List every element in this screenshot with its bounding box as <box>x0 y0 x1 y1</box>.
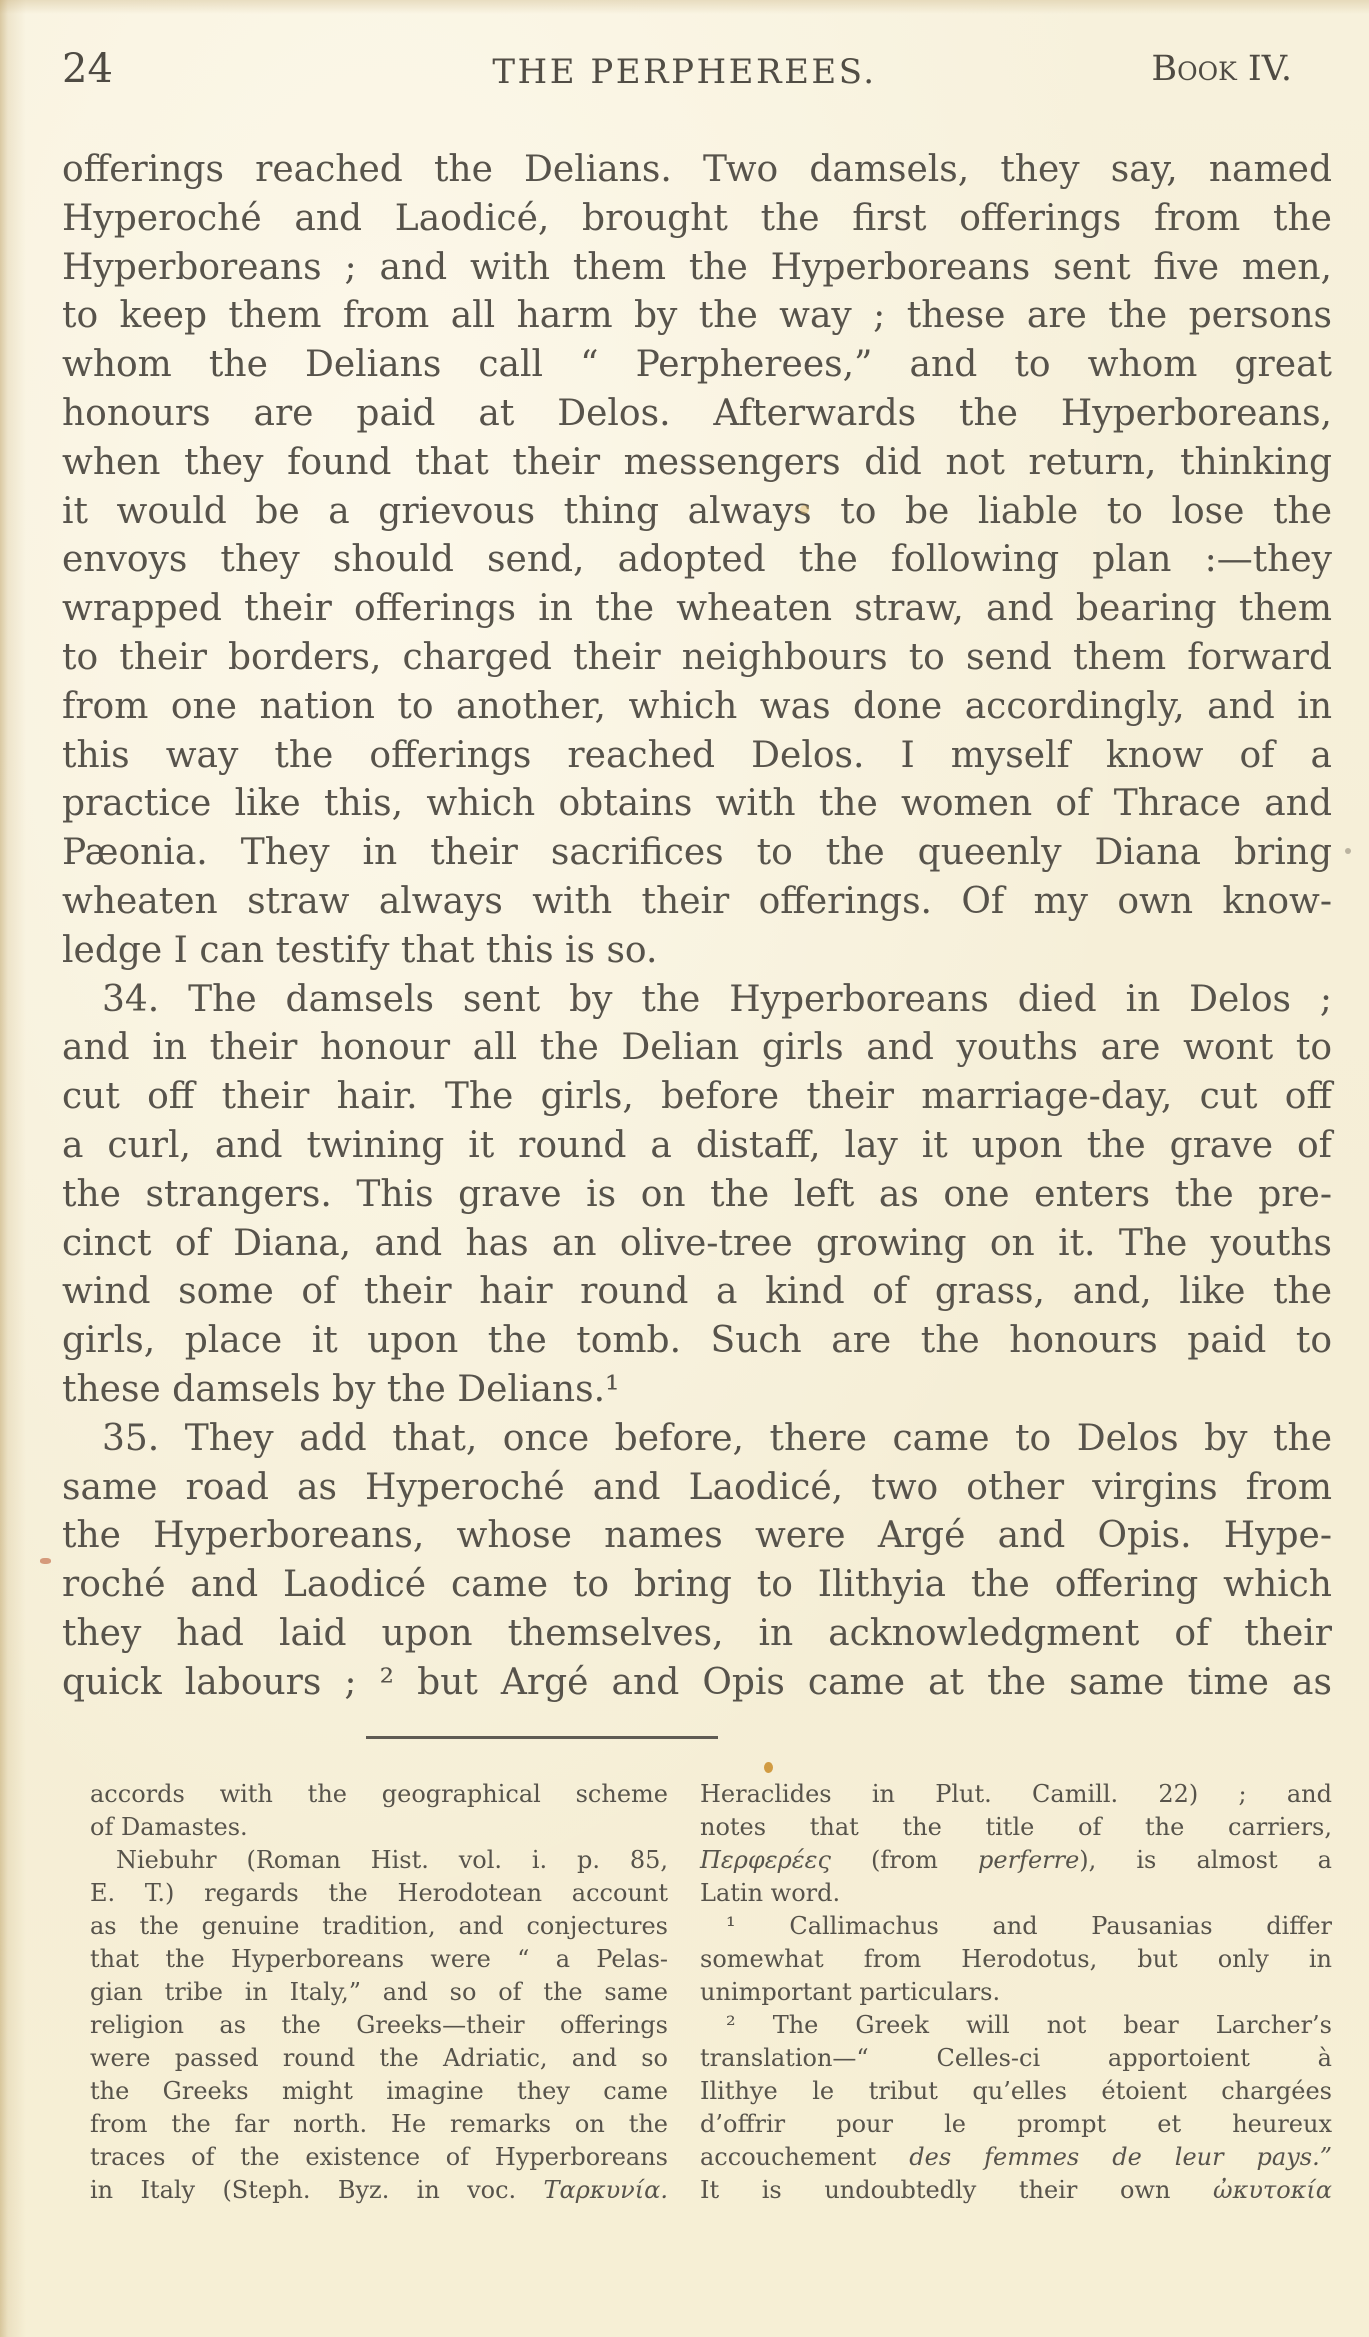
text-line: envoys they should send, adopted the following plan :—they <box>62 539 1332 581</box>
text-line: it would be a grievous thing always to be liable to lose the <box>62 490 1332 532</box>
text-line: d’offrir pour le prompt et heureux <box>700 2110 1332 2138</box>
text-line: girls, place it upon the tomb. Such are the honours paid to <box>62 1320 1332 1362</box>
text-line: practice like this, which obtains with the women of Thrace and <box>62 783 1332 825</box>
text-line: the Greeks might imagine they came <box>90 2077 668 2105</box>
text-line: the Hyperboreans, whose names were Argé and Opis. Hype- <box>62 1515 1332 1557</box>
text-line <box>700 1844 1332 1877</box>
text-line: Latin word. <box>700 1879 841 1907</box>
text-line: cut off their hair. The girls, before their marriage-day, cut off <box>62 1076 1332 1118</box>
scan-speck <box>764 1762 773 1773</box>
text-line: cinct of Diana, and has an olive-tree growing on it. The youths <box>62 1222 1332 1264</box>
text-line <box>700 2141 1332 2174</box>
text-line <box>700 2174 1332 2207</box>
text-line: whom the Delians call “ Perpherees,” and to whom great <box>62 344 1332 386</box>
footnote-column-right <box>700 1778 1332 2207</box>
text-line: wheaten straw always with their offerings. Of my own know- <box>62 880 1332 922</box>
footnote-separator <box>366 1736 718 1739</box>
text-line: quick labours ; ² but Argé and Opis came at the same time as <box>62 1661 1332 1703</box>
footnote-column-left <box>90 1778 668 2207</box>
text-line: to their borders, charged their neighbours to send them forward <box>62 636 1332 678</box>
text-line: honours are paid at Delos. Afterwards the Hyperboreans, <box>62 392 1332 434</box>
book-label: Book IV. <box>1151 49 1292 89</box>
text-line: wrapped their offerings in the wheaten straw, and bearing them <box>62 588 1332 630</box>
text-line: Ilithye le tribut qu’elles étoient chargées <box>700 2077 1332 2105</box>
text-line: as the genuine tradition, and conjectures <box>90 1912 668 1940</box>
italic-text: Περφερέες <box>700 1846 831 1874</box>
text-line: same road as Hyperoché and Laodicé, two other virgins from <box>62 1466 1332 1508</box>
text-line: 34. The damsels sent by the Hyperboreans died in Delos ; <box>102 978 1332 1020</box>
text-line: these damsels by the Delians.¹ <box>62 1368 620 1410</box>
text-line: Hyperboreans ; and with them the Hyperboreans sent five men, <box>62 246 1332 288</box>
text-line: this way the offerings reached Delos. I myself know of a <box>62 734 1332 776</box>
text-line: somewhat from Herodotus, but only in <box>700 1945 1332 1973</box>
text-line: a curl, and twining it round a distaff, lay it upon the grave of <box>62 1124 1332 1166</box>
text-segment: in Italy (Steph. Byz. in voc. <box>90 2176 544 2204</box>
text-line: of Damastes. <box>90 1813 248 1841</box>
scan-speck <box>1345 848 1351 854</box>
text-segment: accouchement <box>700 2143 910 2171</box>
text-line: Pæonia. They in their sacrifices to the queenly Diana bring <box>62 832 1332 874</box>
text-line: Niebuhr (Roman Hist. vol. i. p. 85, <box>116 1846 668 1874</box>
text-line: translation—“ Celles-ci apportoient à <box>700 2044 1332 2072</box>
text-line: traces of the existence of Hyperboreans <box>90 2143 668 2171</box>
text-line: to keep them from all harm by the way ; these are the persons <box>62 295 1332 337</box>
text-line: offerings reached the Delians. Two damsels, they say, named <box>62 149 1332 190</box>
text-line: were passed round the Adriatic, and so <box>90 2044 668 2072</box>
text-line: Heraclides in Plut. Camill. 22) ; and <box>700 1780 1332 1808</box>
paragraph <box>62 1415 1332 1708</box>
text-segment: It is undoubtedly their own <box>700 2176 1214 2204</box>
text-segment: ), is almost a <box>1079 1846 1332 1874</box>
scan-speck <box>40 1558 51 1564</box>
text-line: from one nation to another, which was done accordingly, and in <box>62 685 1332 727</box>
text-line: when they found that their messengers did not return, thinking <box>62 441 1332 483</box>
italic-text: Ταρκυνία. <box>543 2176 668 2204</box>
text-segment: (from <box>830 1846 979 1874</box>
footnotes <box>90 1778 1332 2207</box>
text-line <box>90 2174 668 2207</box>
text-line: they had laid upon themselves, in acknowledgment of their <box>62 1612 1332 1654</box>
text-line: from the far north. He remarks on the <box>90 2110 668 2138</box>
text-line: gian tribe in Italy,” and so of the same <box>90 1978 668 2006</box>
italic-text: ὠκυτοκία <box>1213 2176 1332 2204</box>
text-line: and in their honour all the Delian girls and youths are wont to <box>62 1027 1332 1069</box>
text-line: ledge I can testify that this is so. <box>62 929 658 971</box>
paragraph <box>62 976 1332 1415</box>
italic-text: perferre <box>978 1846 1080 1874</box>
running-title: THE PERPHEREES. <box>492 52 877 92</box>
body-text <box>62 146 1332 1708</box>
text-line: the strangers. This grave is on the left as one enters the pre- <box>62 1173 1332 1215</box>
text-line: accords with the geographical scheme <box>90 1780 668 1808</box>
text-line: unimportant particulars. <box>700 1978 1001 2006</box>
text-line: that the Hyperboreans were “ a Pelas- <box>90 1945 668 1973</box>
text-line: religion as the Greeks—their offerings <box>90 2011 668 2039</box>
text-line: wind some of their hair round a kind of grass, and, like the <box>62 1271 1332 1313</box>
text-line: E. T.) regards the Herodotean account <box>90 1879 668 1907</box>
text-line: Hyperoché and Laodicé, brought the first offerings from the <box>62 197 1332 239</box>
text-line: notes that the title of the carriers, <box>700 1813 1332 1841</box>
text-line: 35. They add that, once before, there came to Delos by the <box>102 1417 1332 1459</box>
page-number: 24 <box>62 46 113 92</box>
italic-text: des femmes de leur pays.” <box>909 2143 1333 2171</box>
paragraph <box>62 146 1332 976</box>
text-line: ² The Greek will not bear Larcher’s <box>726 2011 1332 2039</box>
text-line: roché and Laodicé came to bring to Ilithyia the offering which <box>62 1564 1332 1606</box>
text-line: ¹ Callimachus and Pausanias differ <box>726 1912 1332 1940</box>
